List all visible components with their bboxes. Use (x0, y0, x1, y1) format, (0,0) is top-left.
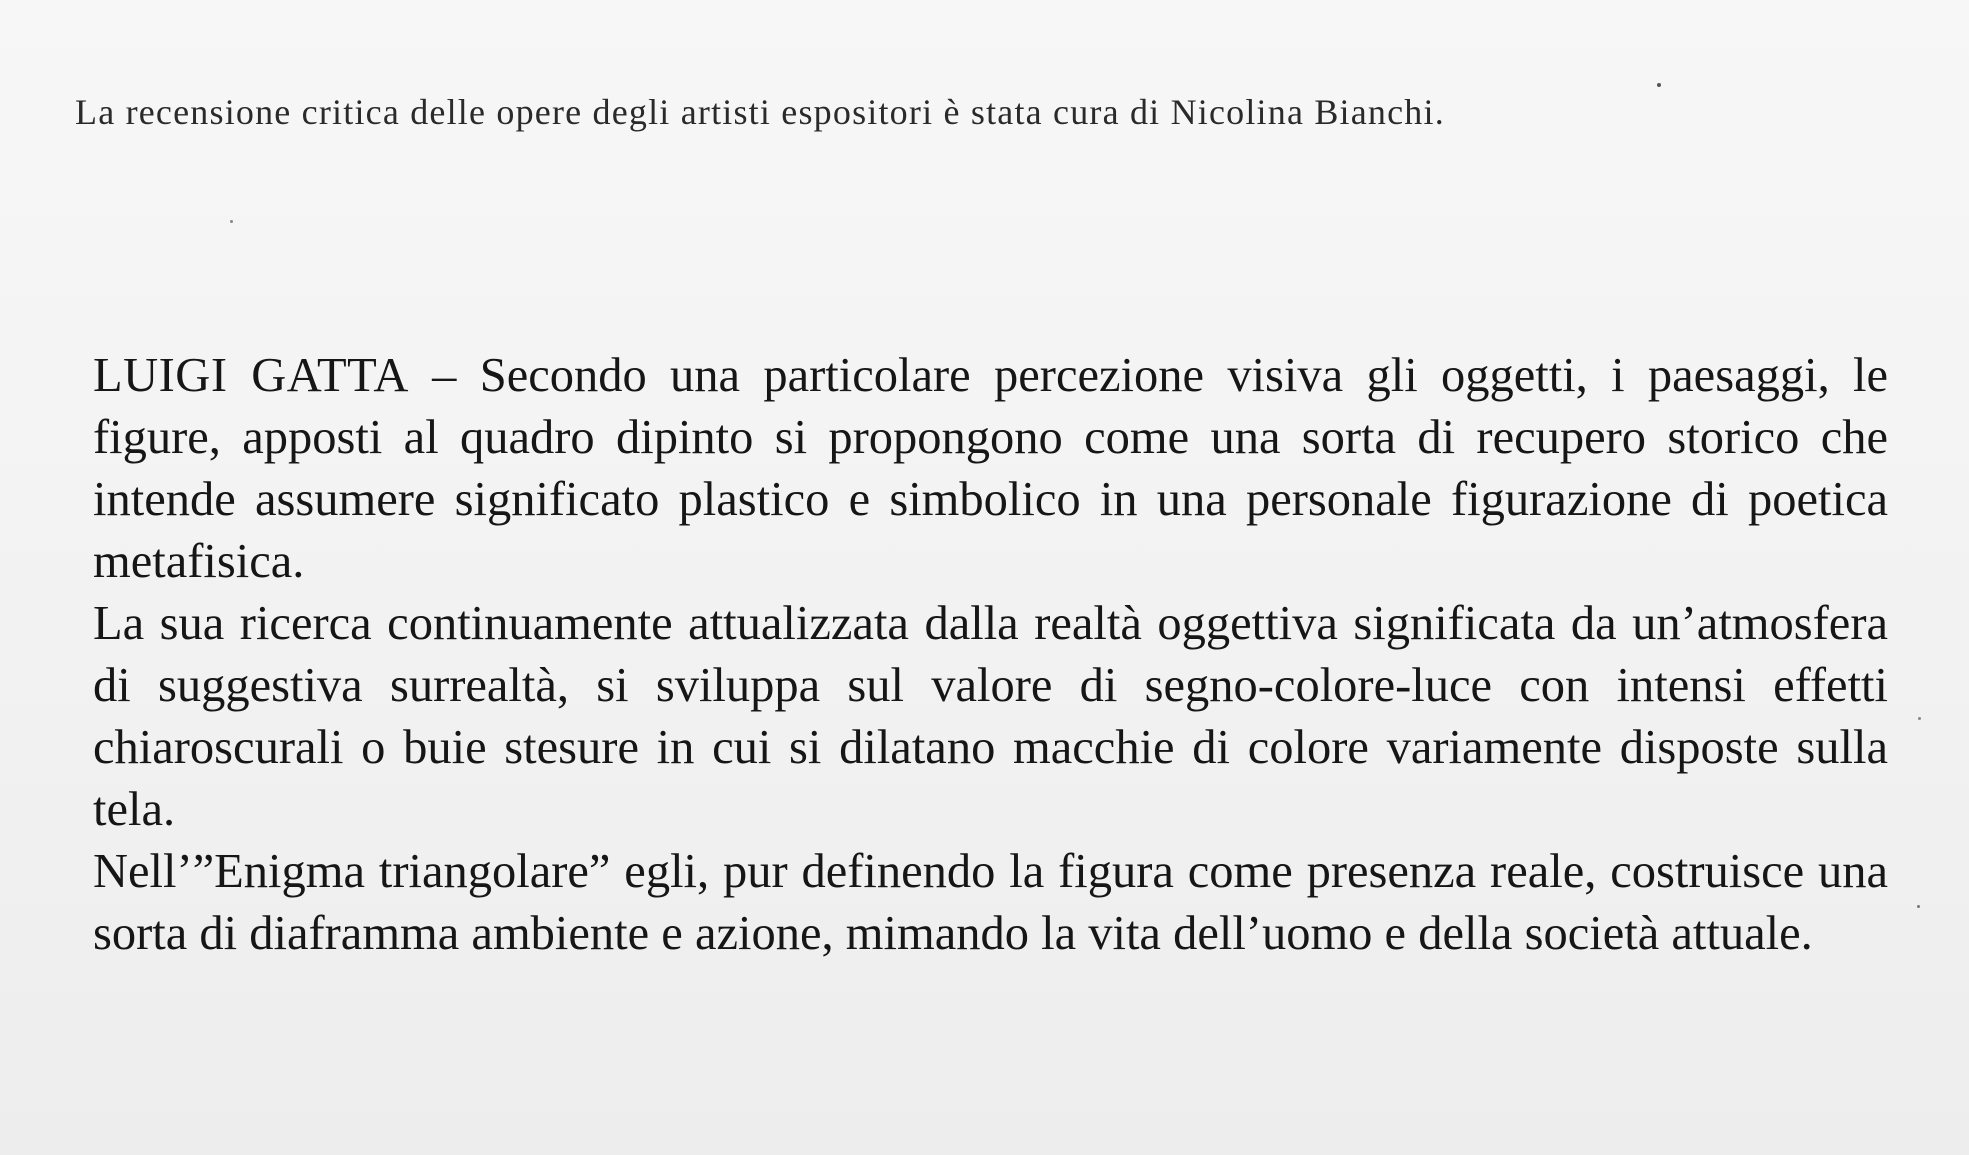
critique-paragraph-2: La sua ricerca continuamente attualizzata dalla realtà oggettiva significata da un’atmosfera di suggestiva surrealtà, si sviluppa sul valore di segno-colore-luce con intensi effetti chiaroscurali o buie stesure in cui si dilatano macchie di colore variamente disposte sulla tela. (93, 597, 1888, 836)
paper-speck (230, 220, 233, 223)
curator-note: La recensione critica delle opere degli artisti espositori è stata cura di Nicolina Bianchi. (75, 92, 1445, 132)
paragraph-1-text: Secondo una particolare percezione visiva gli oggetti, i paesaggi, le figure, apposti al quadro dipinto si propongono come una sorta di recupero storico che intende assumere significato plastico e simbolico in una personale figurazione di poetica metafisica. (93, 349, 1889, 588)
paper-speck (1657, 83, 1661, 87)
artist-name: LUIGI GATTA (93, 349, 409, 402)
paper-speck (1917, 905, 1920, 908)
paper-speck (1918, 717, 1921, 720)
critique-paragraph-3: Nell’”Enigma triangolare” egli, pur definendo la figura come presenza reale, costruisce una sorta di diaframma ambiente e azione, mimando la vita dell’uomo e della società attuale. (93, 845, 1888, 960)
critique-paragraph-1 (93, 345, 1888, 593)
artist-critique (93, 345, 1888, 965)
name-separator: – (408, 349, 480, 402)
